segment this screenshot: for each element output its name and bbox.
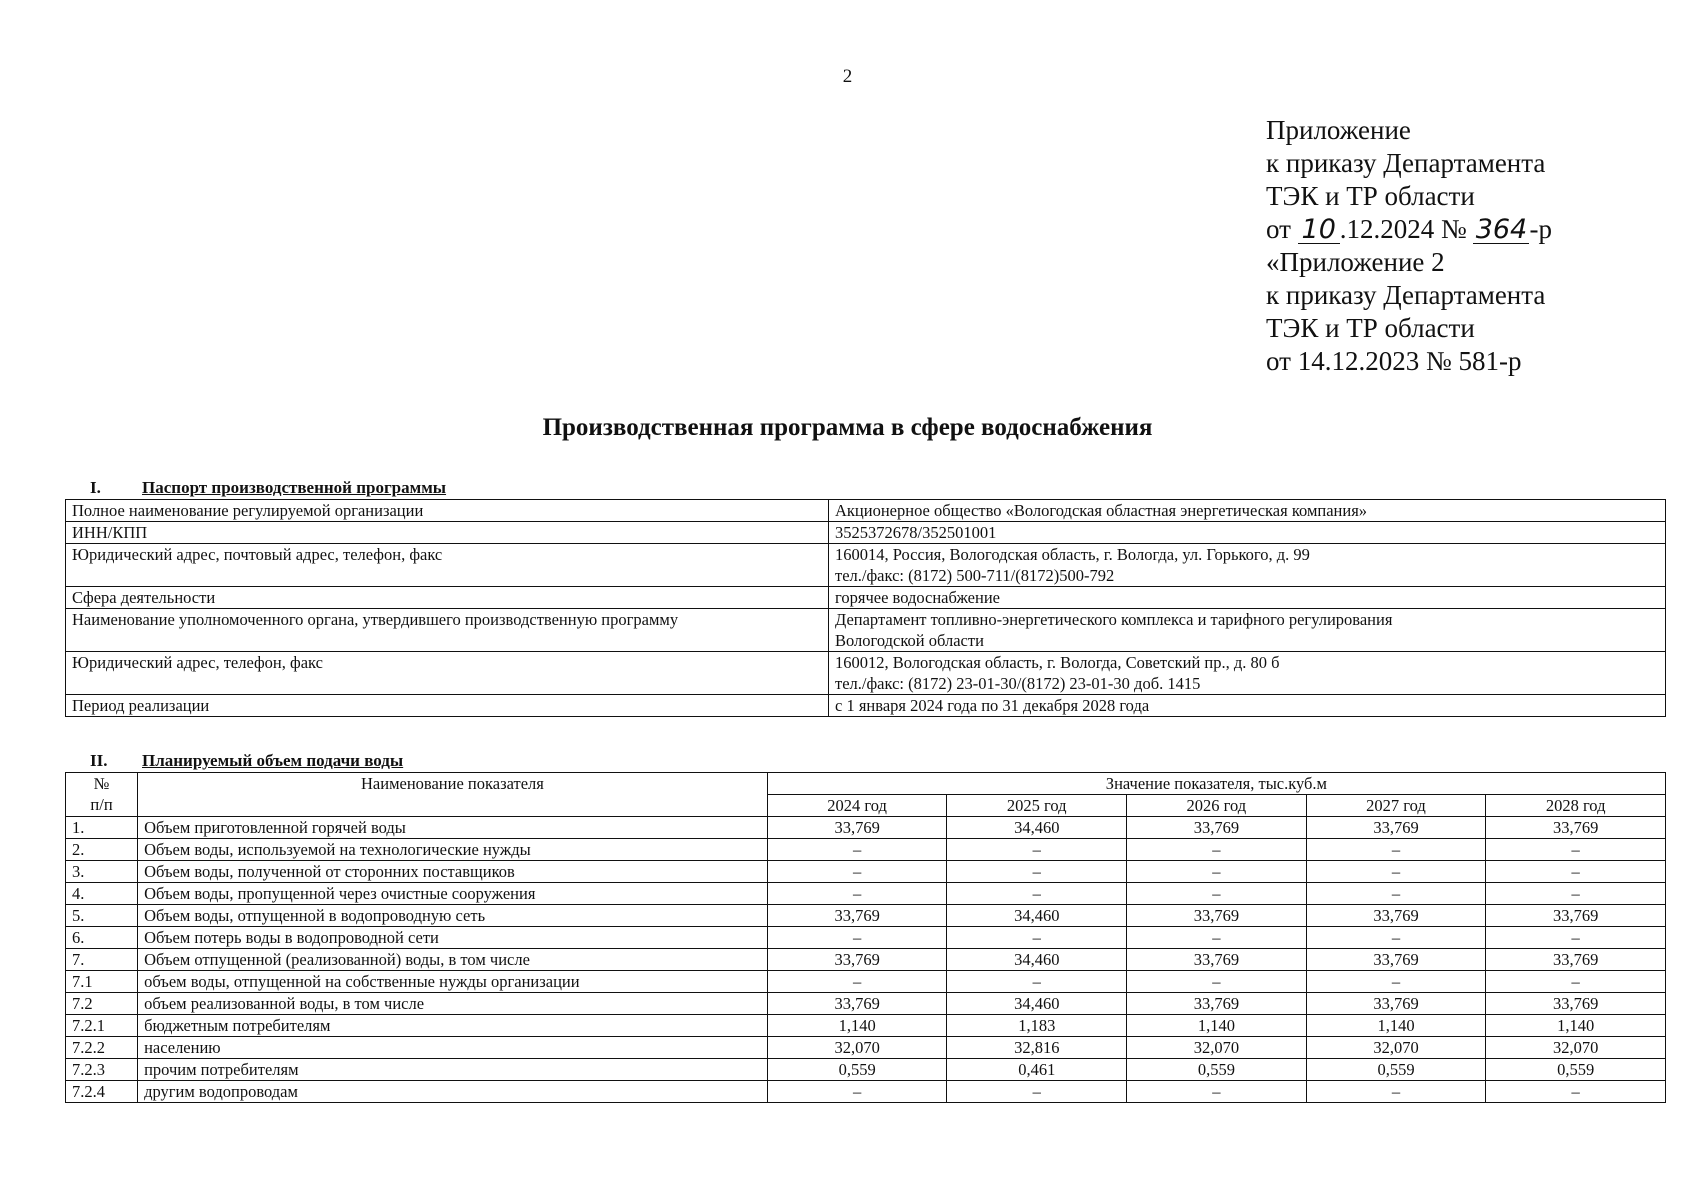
passport-value-line: горячее водоснабжение <box>835 588 1000 607</box>
row-value: – <box>767 839 947 861</box>
row-value: – <box>1127 883 1307 905</box>
row-value: 34,460 <box>947 993 1127 1015</box>
row-value: – <box>1306 1081 1486 1103</box>
table-row <box>66 905 1666 927</box>
appendix-line: «Приложение 2 <box>1266 247 1445 277</box>
row-name: Объем воды, пропущенной через очистные сооружения <box>138 883 768 905</box>
row-name: Объем воды, отпущенной в водопроводную сеть <box>138 905 768 927</box>
passport-row <box>66 609 1666 652</box>
header-text: п/п <box>90 795 113 814</box>
passport-row <box>66 522 1666 544</box>
row-value: 1,140 <box>1306 1015 1486 1037</box>
row-name: Объем потерь воды в водопроводной сети <box>138 927 768 949</box>
row-value: 0,559 <box>1306 1059 1486 1081</box>
row-value: 33,769 <box>1127 993 1307 1015</box>
section-number: II. <box>90 751 108 770</box>
section-1-heading <box>90 478 446 498</box>
passport-value <box>829 544 1666 587</box>
row-value: – <box>767 883 947 905</box>
column-header-year: 2025 год <box>947 795 1127 817</box>
row-value: – <box>1306 839 1486 861</box>
row-name: бюджетным потребителям <box>138 1015 768 1037</box>
row-value: – <box>1486 861 1666 883</box>
appendix-line: ТЭК и ТР области <box>1266 181 1475 211</box>
row-number: 3. <box>66 861 138 883</box>
passport-value <box>829 500 1666 522</box>
row-value: 33,769 <box>1486 817 1666 839</box>
row-value: 33,769 <box>1306 949 1486 971</box>
passport-label: Юридический адрес, телефон, факс <box>66 652 829 695</box>
row-number: 4. <box>66 883 138 905</box>
passport-label: ИНН/КПП <box>66 522 829 544</box>
passport-row <box>66 544 1666 587</box>
row-name: объем воды, отпущенной на собственные нужды организации <box>138 971 768 993</box>
passport-value-line: тел./факс: (8172) 500-711/(8172)500-792 <box>835 566 1115 585</box>
row-value: 32,816 <box>947 1037 1127 1059</box>
row-value: 33,769 <box>1486 949 1666 971</box>
row-value: 32,070 <box>767 1037 947 1059</box>
row-value: 33,769 <box>767 817 947 839</box>
appendix-line: от 14.12.2023 № 581-р <box>1266 346 1522 376</box>
table-row <box>66 1037 1666 1059</box>
row-number: 7.2.2 <box>66 1037 138 1059</box>
row-value: – <box>767 861 947 883</box>
water-volume-table <box>65 772 1666 1103</box>
appendix-prefix: от <box>1266 214 1291 244</box>
passport-value <box>829 652 1666 695</box>
passport-value <box>829 522 1666 544</box>
row-number: 7.2.3 <box>66 1059 138 1081</box>
row-value: – <box>947 883 1127 905</box>
row-value: 1,183 <box>947 1015 1127 1037</box>
row-value: – <box>947 839 1127 861</box>
row-value: 33,769 <box>1306 905 1486 927</box>
row-name: Объем приготовленной горячей воды <box>138 817 768 839</box>
passport-label: Наименование уполномоченного органа, утвердившего производственную программу <box>66 609 829 652</box>
section-2-heading <box>90 751 403 771</box>
table-row <box>66 1081 1666 1103</box>
appendix-suffix: -р <box>1529 214 1552 244</box>
row-value: 33,769 <box>1306 817 1486 839</box>
row-value: 1,140 <box>767 1015 947 1037</box>
passport-value-line: 160012, Вологодская область, г. Вологда, Советский пр., д. 80 б <box>835 653 1280 672</box>
row-name: населению <box>138 1037 768 1059</box>
table-row <box>66 861 1666 883</box>
row-value: – <box>947 861 1127 883</box>
row-value: – <box>947 927 1127 949</box>
row-value: 33,769 <box>1486 905 1666 927</box>
row-value: – <box>947 1081 1127 1103</box>
row-value: 0,559 <box>767 1059 947 1081</box>
column-header-year: 2024 год <box>767 795 947 817</box>
table-row <box>66 839 1666 861</box>
table-row <box>66 949 1666 971</box>
passport-value-line: Департамент топливно-энергетического комплекса и тарифного регулирования <box>835 610 1393 629</box>
handwritten-order-number: 364 <box>1473 216 1529 244</box>
section-title: Паспорт производственной программы <box>142 478 447 497</box>
row-number: 7.2.1 <box>66 1015 138 1037</box>
row-number: 6. <box>66 927 138 949</box>
table-row <box>66 971 1666 993</box>
passport-value-line: 160014, Россия, Вологодская область, г. Вологда, ул. Горького, д. 99 <box>835 545 1310 564</box>
row-name: Объем отпущенной (реализованной) воды, в том числе <box>138 949 768 971</box>
table-row <box>66 817 1666 839</box>
handwritten-day: 10 <box>1298 216 1340 244</box>
row-name: объем реализованной воды, в том числе <box>138 993 768 1015</box>
row-number: 7.2.4 <box>66 1081 138 1103</box>
row-value: 0,559 <box>1127 1059 1307 1081</box>
row-value: – <box>1486 971 1666 993</box>
column-header-year: 2027 год <box>1306 795 1486 817</box>
row-number: 7. <box>66 949 138 971</box>
row-name: Объем воды, полученной от сторонних поставщиков <box>138 861 768 883</box>
column-header-number <box>66 773 138 817</box>
passport-label: Сфера деятельности <box>66 587 829 609</box>
row-value: 33,769 <box>767 905 947 927</box>
row-value: 34,460 <box>947 905 1127 927</box>
row-value: 33,769 <box>1306 993 1486 1015</box>
passport-value <box>829 695 1666 717</box>
row-value: 0,461 <box>947 1059 1127 1081</box>
row-name: прочим потребителям <box>138 1059 768 1081</box>
row-value: – <box>1306 861 1486 883</box>
row-value: – <box>767 971 947 993</box>
table-row <box>66 883 1666 905</box>
row-value: 32,070 <box>1306 1037 1486 1059</box>
appendix-line: к приказу Департамента <box>1266 280 1546 310</box>
passport-label: Юридический адрес, почтовый адрес, телефон, факс <box>66 544 829 587</box>
row-number: 7.1 <box>66 971 138 993</box>
row-number: 7.2 <box>66 993 138 1015</box>
row-value: – <box>1127 861 1307 883</box>
row-value: 33,769 <box>1127 905 1307 927</box>
row-value: – <box>767 1081 947 1103</box>
passport-row <box>66 500 1666 522</box>
column-header-name: Наименование показателя <box>138 773 768 817</box>
passport-value-line: тел./факс: (8172) 23-01-30/(8172) 23-01-30 доб. 1415 <box>835 674 1201 693</box>
row-value: 33,769 <box>1127 949 1307 971</box>
row-value: 32,070 <box>1127 1037 1307 1059</box>
passport-value-line: Акционерное общество «Вологодская областная энергетическая компания» <box>835 501 1368 520</box>
row-value: 33,769 <box>1486 993 1666 1015</box>
section-title: Планируемый объем подачи воды <box>142 751 404 770</box>
row-value: 34,460 <box>947 949 1127 971</box>
row-value: – <box>947 971 1127 993</box>
section-number: I. <box>90 478 101 497</box>
row-value: – <box>1127 1081 1307 1103</box>
row-value: – <box>1486 883 1666 905</box>
passport-value-line: с 1 января 2024 года по 31 декабря 2028 года <box>835 696 1150 715</box>
row-name: Объем воды, используемой на технологические нужды <box>138 839 768 861</box>
column-header-values: Значение показателя, тыс.куб.м <box>767 773 1665 795</box>
row-value: – <box>1127 927 1307 949</box>
page-number: 2 <box>842 66 853 87</box>
row-value: – <box>1486 839 1666 861</box>
row-value: – <box>1127 839 1307 861</box>
row-value: 0,559 <box>1486 1059 1666 1081</box>
appendix-line: Приложение <box>1266 115 1411 145</box>
row-value: – <box>1127 971 1307 993</box>
row-value: – <box>767 927 947 949</box>
column-header-year: 2026 год <box>1127 795 1307 817</box>
appendix-order-date-line <box>1266 213 1552 246</box>
row-value: – <box>1486 1081 1666 1103</box>
passport-row <box>66 652 1666 695</box>
passport-value-line: Вологодской области <box>835 631 984 650</box>
appendix-line: к приказу Департамента <box>1266 148 1546 178</box>
row-name: другим водопроводам <box>138 1081 768 1103</box>
row-number: 5. <box>66 905 138 927</box>
row-value: 34,460 <box>947 817 1127 839</box>
passport-row <box>66 695 1666 717</box>
row-value: – <box>1306 883 1486 905</box>
row-value: 1,140 <box>1127 1015 1307 1037</box>
row-value: 33,769 <box>767 993 947 1015</box>
passport-label: Период реализации <box>66 695 829 717</box>
appendix-date-middle: .12.2024 № <box>1339 214 1467 244</box>
passport-label: Полное наименование регулируемой организации <box>66 500 829 522</box>
row-value: 1,140 <box>1486 1015 1666 1037</box>
appendix-line: ТЭК и ТР области <box>1266 313 1475 343</box>
passport-value-line: 3525372678/352501001 <box>835 523 997 542</box>
passport-row <box>66 587 1666 609</box>
passport-table <box>65 499 1666 717</box>
table-row <box>66 927 1666 949</box>
table-row <box>66 993 1666 1015</box>
table-row <box>66 1059 1666 1081</box>
passport-value <box>829 609 1666 652</box>
appendix-block <box>1266 114 1552 378</box>
row-number: 1. <box>66 817 138 839</box>
row-value: 33,769 <box>1127 817 1307 839</box>
row-value: – <box>1486 927 1666 949</box>
row-value: 33,769 <box>767 949 947 971</box>
row-value: – <box>1306 971 1486 993</box>
header-text: № <box>93 774 110 793</box>
document-title: Производственная программа в сфере водоснабжения <box>542 414 1153 441</box>
row-number: 2. <box>66 839 138 861</box>
row-value: – <box>1306 927 1486 949</box>
column-header-year: 2028 год <box>1486 795 1666 817</box>
row-value: 32,070 <box>1486 1037 1666 1059</box>
table-row <box>66 1015 1666 1037</box>
passport-value <box>829 587 1666 609</box>
